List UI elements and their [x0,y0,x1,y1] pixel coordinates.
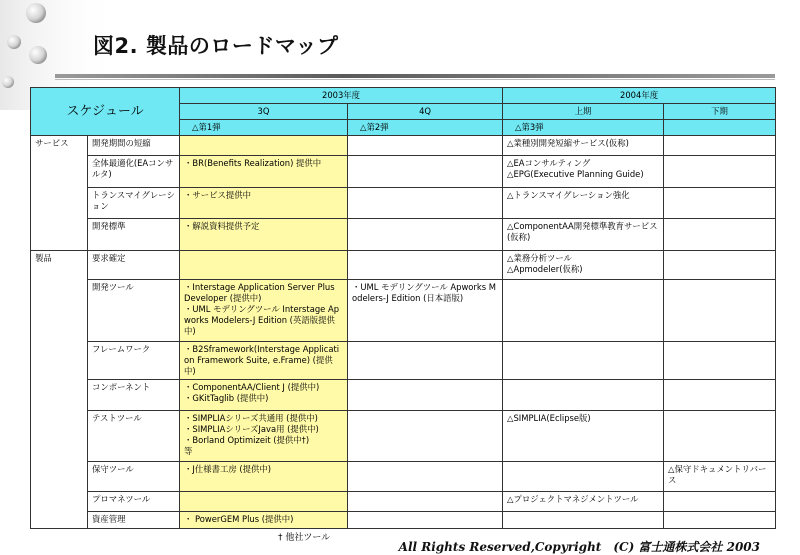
cell-h1 [503,380,664,411]
cell-q3: ・Interstage Application Server Plus Developer (提供中) ・UML モデリングツール Interstage Apworks Modelers-J Edition (英語版提供中) [180,280,348,342]
title-underline-thin [55,79,775,80]
year-2004-header: 2004年度 [503,88,776,104]
cell-q4 [348,251,503,280]
table-row [31,136,776,156]
schedule-header: スケジュール [31,88,180,136]
wave2-label: △第2弾 [348,120,503,136]
category-service: サービス [31,136,88,251]
table-row [31,512,776,529]
cell-q3: ・解説資料提供予定 [180,219,348,251]
cell-h2 [664,380,776,411]
cell-q3 [180,251,348,280]
cell-h2: △保守ドキュメントリバース [664,462,776,492]
table-row [31,219,776,251]
table-row [31,492,776,512]
cell-h2 [664,219,776,251]
cell-h2 [664,280,776,342]
cell-q3: ・ PowerGEM Plus (提供中) [180,512,348,529]
cell-h2 [664,512,776,529]
cell-q4 [348,411,503,462]
cell-q3 [180,492,348,512]
roadmap-table [30,87,776,529]
row-item: 要求確定 [88,251,180,280]
row-item: 開発ツール [88,280,180,342]
footnote: † 他社ツール [278,533,331,543]
row-item: 開発期間の短縮 [88,136,180,156]
cell-q4 [348,188,503,219]
row-item: 開発標準 [88,219,180,251]
table-row [31,411,776,462]
table-row [31,280,776,342]
q4-header: 4Q [348,104,503,120]
cell-q4 [348,342,503,380]
cell-h2 [664,492,776,512]
cell-q4 [348,156,503,188]
table-row [31,188,776,219]
row-item: 全体最適化(EAコンサルタ) [88,156,180,188]
row-item: テストツール [88,411,180,462]
header-row-years [31,88,776,104]
table-row [31,156,776,188]
cell-h1: △プロジェクトマネジメントツール [503,492,664,512]
row-item: フレームワーク [88,342,180,380]
cell-h1 [503,462,664,492]
cell-q4 [348,492,503,512]
cell-q3: ・BR(Benefits Realization) 提供中 [180,156,348,188]
wave1-label: △第1弾 [180,120,348,136]
cell-q4 [348,136,503,156]
title-underline [55,74,775,78]
year-2003-header: 2003年度 [180,88,503,104]
cell-h1: △ComponentAA開発標準教育サービス(仮称) [503,219,664,251]
table-row [31,380,776,411]
row-item: トランスマイグレーション [88,188,180,219]
cell-q3: ・ComponentAA/Client J (提供中) ・GKitTaglib (提供中) [180,380,348,411]
second-half-header: 下期 [664,104,776,120]
cell-h1 [503,280,664,342]
cell-h2 [664,136,776,156]
cell-h1: △業種別開発短縮サービス(仮称) [503,136,664,156]
cell-q4 [348,512,503,529]
category-product: 製品 [31,251,88,529]
table-row [31,462,776,492]
cell-q4 [348,219,503,251]
page-title: 図2. 製品のロードマップ [93,34,339,58]
cell-h2 [664,251,776,280]
row-item: プロマネツール [88,492,180,512]
row-item: 保守ツール [88,462,180,492]
table-row [31,342,776,380]
cell-h1 [503,342,664,380]
row-item: コンポーネント [88,380,180,411]
wave3-label: △第3弾 [503,120,664,136]
table-row [31,251,776,280]
cell-h2 [664,411,776,462]
cell-q4 [348,462,503,492]
cell-q4: ・UML モデリングツール Apworks Modelers-J Edition (日本語版) [348,280,503,342]
cell-h1 [503,512,664,529]
cell-q3 [180,136,348,156]
cell-h1: △トランスマイグレーション強化 [503,188,664,219]
copyright: All Rights Reserved,Copyright (C) 富士通株式会社 2003 [398,540,760,554]
cell-h1: △SIMPLIA(Eclipse版) [503,411,664,462]
cell-h2 [664,188,776,219]
cell-h2 [664,342,776,380]
first-half-header: 上期 [503,104,664,120]
cell-h1: △EAコンサルティング △EPG(Executive Planning Guide) [503,156,664,188]
cell-h2 [664,156,776,188]
cell-q3: ・サービス提供中 [180,188,348,219]
cell-q3: ・J仕様書工房 (提供中) [180,462,348,492]
empty-header [664,120,776,136]
cell-q3: ・B2Sframework(Interstage Application Framework Suite, e.Frame) (提供中) [180,342,348,380]
row-item: 資産管理 [88,512,180,529]
cell-h1: △業務分析ツール △Apmodeler(仮称) [503,251,664,280]
q3-header: 3Q [180,104,348,120]
cell-q4 [348,380,503,411]
cell-q3: ・SIMPLIAシリーズ共通用 (提供中) ・SIMPLIAシリーズJava用 (提供中) ・Borland Optimizeit (提供中†) 等 [180,411,348,462]
